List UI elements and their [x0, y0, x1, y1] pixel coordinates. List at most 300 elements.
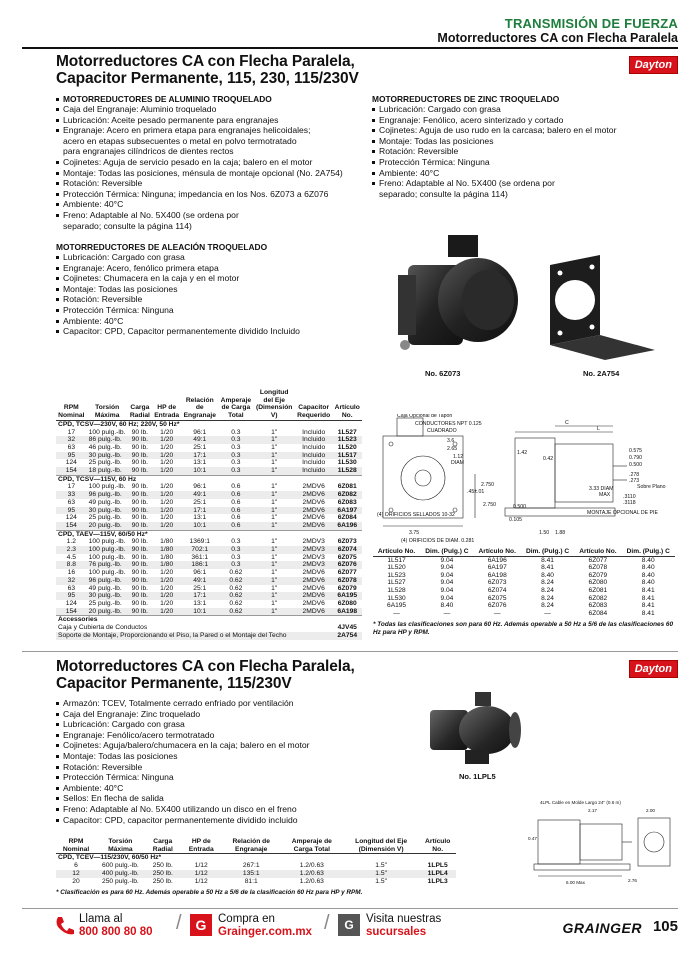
table-cell: 0.3	[231, 428, 241, 436]
svg-text:2.00: 2.00	[646, 808, 655, 813]
dim-table-header: Artículo No.	[474, 548, 521, 556]
footer-buy[interactable]	[218, 913, 312, 939]
dim-cell: 9.04	[440, 564, 454, 572]
table-row	[56, 522, 362, 530]
table-cell: 1.2	[66, 538, 76, 546]
table-cell: 6Z079	[337, 584, 357, 592]
list-item: Ambiente: 40°C	[56, 316, 356, 327]
table-row	[56, 452, 362, 460]
table-cell: 0.3	[218, 561, 253, 569]
table-cell: 250 lb.	[152, 862, 173, 870]
list-item: Montaje: Todas las posiciones	[372, 136, 672, 147]
dim-cell: 6Z076	[487, 602, 507, 610]
table-cell: 0.6	[218, 507, 253, 515]
table-header: Torsión Máxima	[96, 838, 145, 854]
table-cell: 6A198	[332, 608, 362, 616]
table-group-row	[56, 420, 362, 428]
table-cell: 1.2/0.63	[299, 862, 324, 870]
table-cell: 10:1	[181, 608, 218, 616]
footer-call-number[interactable]: 800 800 80 80	[79, 926, 153, 938]
table-header: Relación de Engranaje	[181, 389, 218, 420]
table-header: Artículo No.	[332, 389, 362, 420]
dimension-drawing-1	[375, 414, 675, 544]
svg-text:1.12: 1.12	[453, 454, 464, 460]
list-item: Lubricación: Cargado con grasa	[56, 719, 356, 730]
table-cell: 250 lb.	[152, 877, 173, 885]
table-cell: 1/20	[152, 436, 181, 444]
table-cell: 361:1	[191, 553, 209, 561]
table-header: RPM Nominal	[56, 389, 87, 420]
table-cell: 90 lb.	[131, 483, 149, 491]
table-cell: 6Z075	[337, 553, 357, 561]
spec-table-2-body	[56, 854, 456, 885]
dim-cell: —	[544, 609, 551, 617]
svg-text:2.65: 2.65	[447, 446, 458, 452]
table-cell: 90 lb.	[128, 577, 152, 585]
table-row	[56, 538, 362, 546]
table-header: Amperaje de Carga Total	[218, 389, 253, 420]
table-cell: 90 lb.	[131, 599, 149, 607]
svg-text:.3118: .3118	[623, 500, 636, 506]
table-cell: 10:1	[181, 522, 218, 530]
footer-visit-target[interactable]: sucursales	[366, 926, 427, 938]
table-cell: 10:1	[181, 467, 218, 475]
list-item: Ambiente: 40°C	[372, 168, 672, 179]
table-cell: 0.6	[231, 498, 241, 506]
table-cell: 1369:1	[189, 538, 210, 546]
table-cell: 6Z074	[332, 546, 362, 554]
aleacion-list	[56, 252, 356, 337]
footer-separator-2: /	[324, 912, 330, 934]
zinc-heading: MOTORREDUCTORES DE ZINC TROQUELADO	[372, 94, 560, 104]
table-cell: 100 pulg.-lb.	[88, 538, 126, 546]
table-cell: 2MDV6	[302, 599, 325, 607]
table-cell: 96:1	[193, 569, 207, 577]
table-cell: 90 lb.	[128, 522, 152, 530]
table-group-row	[56, 475, 362, 483]
table-cell: 17	[67, 428, 76, 436]
table-cell: 1"	[253, 507, 294, 515]
table-cell: 1L520	[337, 443, 357, 451]
svg-text:L: L	[597, 426, 600, 432]
svg-text:0.575: 0.575	[629, 448, 642, 454]
table-cell: 95	[56, 452, 87, 460]
section1-title-line1: Motorreductores CA con Flecha Paralela,	[56, 53, 355, 70]
svg-text:0.500: 0.500	[513, 504, 526, 510]
dim-cell: 6Z081	[588, 586, 608, 594]
table-cell: 1L528	[332, 467, 362, 475]
table-cell: 124	[65, 459, 77, 467]
drawing-label-square: CUADRADO	[427, 428, 457, 434]
table-cell: 25:1	[193, 443, 207, 451]
table-cell: Incluido	[302, 428, 326, 436]
table-cell: 100 pulg.-lb.	[88, 428, 126, 436]
table-cell: 702:1	[181, 546, 218, 554]
dim-cell: 6Z077	[588, 556, 608, 564]
table-cell: 1/20	[160, 483, 174, 491]
table-cell: 33	[56, 491, 87, 499]
table-cell: 2.3	[56, 546, 87, 554]
drawing-label-mount: MONTAJE OPCIONAL DE PIE	[587, 510, 658, 516]
table-cell: 49:1	[181, 577, 218, 585]
grainger-g-icon: G	[190, 914, 212, 936]
table-cell: 90 lb.	[131, 569, 149, 577]
table-cell: 0.6	[231, 514, 241, 522]
dim-cell: 8.41	[641, 609, 655, 617]
list-item: Protección Térmica: Ninguna	[56, 305, 356, 316]
table-cell: 1L523	[332, 436, 362, 444]
section1-title-line2: Capacitor Permanente, 115, 230, 115/230V	[56, 70, 359, 87]
table-row	[56, 459, 362, 467]
table-cell: 2MDV6	[295, 522, 333, 530]
table-row	[56, 546, 362, 554]
list-item: Engranaje: Acero en primera etapa para engranajes helicoidales;	[56, 125, 356, 136]
table-cell: 1/20	[152, 577, 181, 585]
table-cell: 86 pulg.-lb.	[87, 436, 128, 444]
dim-cell: 8.40	[641, 556, 655, 564]
table-cell: Incluido	[295, 436, 333, 444]
aluminio-heading: MOTORREDUCTORES DE ALUMINIO TROQUELADO	[56, 94, 356, 104]
table-cell: 6A196	[332, 522, 362, 530]
table-cell: 20 pulg.-lb.	[87, 608, 128, 616]
list-item: Sellos: En flecha de salida	[56, 793, 356, 804]
table-cell: 90 lb.	[131, 553, 149, 561]
table-cell: 2MDV6	[295, 491, 333, 499]
drawing-label-max: MAX	[599, 492, 611, 498]
table-cell: 0.3	[231, 538, 241, 546]
footer-visit[interactable]	[366, 913, 441, 939]
table-cell: 90 lb.	[128, 436, 152, 444]
table-cell: 96 pulg.-lb.	[87, 577, 128, 585]
footer-buy-site[interactable]: Grainger.com.mx	[218, 926, 312, 938]
dim-cell: —	[493, 609, 501, 617]
dim-cell: 6Z082	[588, 594, 608, 602]
mounting-bracket-2a754-image	[540, 255, 660, 365]
table-group-row	[56, 530, 362, 538]
svg-text:.273: .273	[629, 478, 640, 484]
table-cell: 154	[56, 467, 87, 475]
svg-text:1.88: 1.88	[555, 530, 566, 536]
dim-cell: 6Z083	[588, 602, 608, 610]
svg-text:2.17: 2.17	[588, 808, 597, 813]
table-cell: 49 pulg.-lb.	[88, 498, 122, 506]
store-icon: G	[338, 914, 360, 936]
page-number: 105	[652, 918, 678, 935]
table-cell: 1/80	[160, 538, 174, 546]
table-cell: 1/20	[152, 592, 181, 600]
table-cell: 0.6	[218, 522, 253, 530]
category-header: TRANSMISIÓN DE FUERZA	[504, 16, 678, 31]
table-cell: 90 lb.	[131, 514, 149, 522]
svg-text:1.42: 1.42	[517, 450, 528, 456]
table-cell: 25 pulg.-lb.	[88, 599, 122, 607]
table-cell: 2MDV3	[295, 546, 333, 554]
table-cell: 6Z077	[337, 569, 357, 577]
table-cell: 1/20	[160, 459, 174, 467]
table-cell: 124	[65, 599, 77, 607]
table-cell: 1"	[253, 467, 294, 475]
dim-cell: 6Z074	[487, 586, 507, 594]
accessories-label: Accessories	[56, 616, 362, 624]
table-cell: 20	[72, 877, 80, 885]
dim-table-row	[373, 602, 675, 610]
table-cell: 81:1	[244, 877, 258, 885]
dim-cell: 1L528	[387, 586, 406, 594]
table-cell: 6Z073	[337, 538, 357, 546]
table-cell: 17:1	[181, 592, 218, 600]
table-cell: 90 lb.	[131, 584, 149, 592]
dim-cell: 1L530	[387, 594, 406, 602]
svg-text:3.33 DIAM: 3.33 DIAM	[589, 486, 614, 492]
table-cell: 6Z080	[337, 599, 357, 607]
dimension-drawing-2	[528, 798, 676, 890]
table-row	[56, 577, 362, 585]
table-cell: 154	[56, 608, 87, 616]
photo-caption-1lpl5: No. 1LPL5	[459, 772, 496, 781]
table-cell: 1/20	[152, 467, 181, 475]
table-cell: 2MDV6	[302, 584, 325, 592]
table-cell: 90 lb.	[131, 498, 149, 506]
spec-table-1-body	[56, 420, 362, 639]
table-cell: 96:1	[193, 483, 207, 491]
list-item: Cojinetes: Aguja de uso rudo en la carcasa; balero en el motor	[372, 125, 672, 136]
table-cell: 6A195	[332, 592, 362, 600]
svg-text:0.105: 0.105	[509, 517, 522, 523]
table-row	[56, 592, 362, 600]
table-cell: 600 pulg.-lb.	[101, 862, 139, 870]
table-header: Carga Radial	[145, 838, 181, 854]
spec-table-1-wrap	[56, 389, 362, 640]
footer-call[interactable]	[79, 913, 153, 939]
table-cell: 1/20	[152, 522, 181, 530]
list-item: Lubricación: Aceite pesado permanente para engranajes	[56, 115, 356, 126]
section2-title-line1: Motorreductores CA con Flecha Paralela,	[56, 658, 355, 675]
table-cell: 25 pulg.-lb.	[88, 514, 122, 522]
table-cell: 49:1	[181, 491, 218, 499]
table-cell: 20 pulg.-lb.	[87, 522, 128, 530]
table-cell: 2MDV3	[295, 561, 333, 569]
table-cell: 16	[67, 569, 76, 577]
spec-table-1-header-row	[56, 389, 362, 420]
dim-cell: 9.04	[440, 586, 454, 594]
table-row	[56, 491, 362, 499]
dim-cell: 1L527	[387, 579, 406, 587]
list-item: Montaje: Todas las posiciones, ménsula de montaje opcional (No. 2A754)	[56, 168, 356, 179]
list-item: acero en etapas subsecuentes o metal en polvo termotratado	[63, 135, 297, 146]
table-header: Amperaje de Carga Total	[281, 838, 343, 854]
list-item: Lubricación: Cargado con grasa	[56, 252, 356, 263]
table-cell: 1/20	[160, 569, 174, 577]
section-divider	[22, 651, 678, 652]
table-cell: 100 pulg.-lb.	[87, 546, 128, 554]
table-cell: 1/20	[152, 452, 181, 460]
table-cell: 1"	[271, 569, 278, 577]
dim-cell: —	[393, 609, 400, 617]
table-cell: 0.3	[231, 553, 241, 561]
dim-cell: 8.24	[541, 594, 554, 602]
table-cell: 63	[67, 498, 76, 506]
table-cell: 76 pulg.-lb.	[87, 561, 128, 569]
table-cell: 63	[67, 584, 76, 592]
gearmotor-6z073-image	[388, 225, 528, 365]
table-cell: 6Z084	[337, 514, 357, 522]
list-item: Caja del Engranaje: Zinc troquelado	[56, 709, 356, 720]
accessory-row	[56, 632, 362, 640]
dim-cell: 8.41	[641, 594, 655, 602]
table-cell: 100 pulg.-lb.	[88, 553, 126, 561]
subcategory-header: Motorreductores CA con Flecha Paralela	[437, 31, 678, 45]
table-cell: 95	[56, 592, 87, 600]
table-cell: 13:1	[193, 599, 207, 607]
table-cell: 1"	[271, 483, 278, 491]
dim-table-header: Dim. (Pulg.) C	[420, 548, 474, 556]
table-cell: 30 pulg.-lb.	[87, 592, 128, 600]
table-cell: 154	[56, 522, 87, 530]
table-cell: 2MDV6	[302, 569, 325, 577]
table-cell: 32	[56, 436, 87, 444]
table-cell: 250 lb.	[145, 870, 181, 878]
table-cell: 1"	[271, 599, 278, 607]
drawing-label-box: Caja Opcional de Tapón	[397, 414, 453, 419]
list-item: Ambiente: 40°C	[56, 783, 356, 794]
table-cell: 1"	[271, 443, 278, 451]
svg-text:0.790: 0.790	[629, 455, 642, 461]
table-cell: 0.3	[218, 436, 253, 444]
table-row	[56, 554, 362, 562]
svg-text:.278: .278	[629, 472, 640, 478]
dim-cell: 9.04	[440, 594, 454, 602]
table-cell: 0.62	[229, 569, 243, 577]
dim-cell: 1L517	[387, 556, 406, 564]
table-cell: 1L517	[332, 452, 362, 460]
section1-title	[56, 53, 359, 87]
phone-icon	[54, 915, 74, 937]
list-item: Protección Térmica: Ninguna; impedancia en los Nos. 6Z073 a 6Z076	[56, 189, 356, 200]
table-cell: 1"	[253, 436, 294, 444]
list-item: Lubricación: Cargado con grasa	[372, 104, 672, 115]
list-item: Ambiente: 40°C	[56, 199, 356, 210]
dim-cell: 9.04	[440, 571, 454, 579]
table-row	[56, 429, 362, 437]
table-row	[56, 483, 362, 491]
svg-text:6.00 Max: 6.00 Max	[566, 880, 585, 885]
dim-cell: 6Z084	[588, 609, 608, 617]
zinc-list	[372, 104, 672, 199]
table-cell: 90 lb.	[128, 561, 152, 569]
table-cell: 1/80	[160, 553, 174, 561]
accessory-item: 2A754	[332, 632, 362, 640]
table-group-row	[56, 854, 456, 862]
table-cell: 0.6	[218, 491, 253, 499]
table-cell: 90 lb.	[128, 467, 152, 475]
table-cell: 1/20	[160, 514, 174, 522]
accessory-desc: Caja y Cubierta de Conductos	[58, 624, 148, 632]
table-cell: 1"	[271, 459, 278, 467]
footer-separator-1: /	[176, 912, 182, 934]
table-cell: 2MDV3	[302, 538, 325, 546]
table-header: Longitud del Eje (Dimensión V)	[343, 838, 419, 854]
table-row	[56, 499, 362, 507]
table-row	[56, 870, 456, 878]
grainger-logo: GRAINGER	[562, 920, 642, 936]
dim-cell: 9.04	[440, 556, 454, 564]
table-row	[56, 569, 362, 577]
aluminio-list	[56, 94, 356, 231]
table-cell: 1L527	[337, 428, 357, 436]
table-row	[56, 467, 362, 475]
dim-cell: 8.41	[641, 586, 655, 594]
table-cell: 1/20	[160, 498, 174, 506]
dim-table-header: Dim. (Pulg.) C	[621, 548, 675, 556]
dim-cell: 8.40	[641, 579, 655, 587]
table-cell: 100 pulg.-lb.	[88, 569, 126, 577]
spec-table-1	[56, 389, 362, 640]
table-cell: 30 pulg.-lb.	[87, 507, 128, 515]
table-cell: 0.3	[218, 546, 253, 554]
svg-text:0.500: 0.500	[629, 462, 642, 468]
dim-cell: 6Z080	[588, 579, 608, 587]
svg-text:0.42: 0.42	[543, 456, 554, 462]
table-cell: 1/12	[194, 862, 208, 870]
table-cell: 186:1	[181, 561, 218, 569]
dim-table-row	[373, 564, 675, 572]
table-cell: 17:1	[181, 452, 218, 460]
aleacion-heading: MOTORREDUCTORES DE ALEACIÓN TROQUELADO	[56, 242, 268, 252]
table-cell: Incluido	[295, 467, 333, 475]
table-cell: 100 pulg.-lb.	[88, 483, 126, 491]
table-cell: 2MDV6	[295, 592, 333, 600]
table-cell: Incluido	[295, 452, 333, 460]
list-item: Montaje: Todas las posiciones	[56, 751, 356, 762]
list-item: para engranajes cilíndricos de dientes rectos	[63, 146, 234, 157]
list-item: Cojinetes: Aguja/balero/chumacera en la caja; balero en el motor	[56, 740, 356, 751]
dim-table-1-body	[373, 556, 675, 617]
table-cell: 18 pulg.-lb.	[87, 467, 128, 475]
table-cell: 1.2/0.63	[281, 870, 343, 878]
dim-cell: 6Z075	[487, 594, 507, 602]
header-rule	[22, 47, 678, 49]
list-item: Protección Térmica: Ninguna	[372, 157, 672, 168]
table-header: HP de Entrada	[181, 838, 222, 854]
spec-table-2	[56, 838, 456, 885]
table-cell: 1LPL5	[427, 862, 448, 870]
dim-cell: 6Z073	[487, 579, 507, 587]
table-cell: 0.62	[218, 608, 253, 616]
table-header: Torsión Máxima	[87, 389, 128, 420]
spec-table-2-wrap	[56, 838, 456, 897]
table-cell: 1"	[253, 546, 294, 554]
list-item: Cojinetes: Aguja de servicio pesado en la caja; balero en el motor	[56, 157, 356, 168]
accessory-row	[56, 624, 362, 632]
list-item: Rotación: Reversible	[372, 146, 672, 157]
dim-cell: —	[443, 609, 451, 617]
list-item: Capacitor: CPD, capacitor permanentemente dividido incluido	[56, 815, 356, 826]
table-cell: 1.5"	[375, 877, 387, 885]
aleacion-block	[56, 242, 356, 337]
table-cell: 90 lb.	[131, 428, 149, 436]
table-cell: 1"	[253, 491, 294, 499]
svg-text:3.6: 3.6	[447, 438, 455, 444]
dim-cell: 8.24	[541, 579, 554, 587]
table-cell: 1"	[253, 577, 294, 585]
table-cell: 1.5"	[343, 870, 419, 878]
table-cell: 1/20	[160, 443, 174, 451]
svg-text:.3110: .3110	[623, 494, 636, 500]
dim-table-1-wrap	[373, 548, 675, 637]
table-cell: 63	[67, 443, 76, 451]
aluminio-block	[56, 94, 356, 231]
table-row	[56, 436, 362, 444]
